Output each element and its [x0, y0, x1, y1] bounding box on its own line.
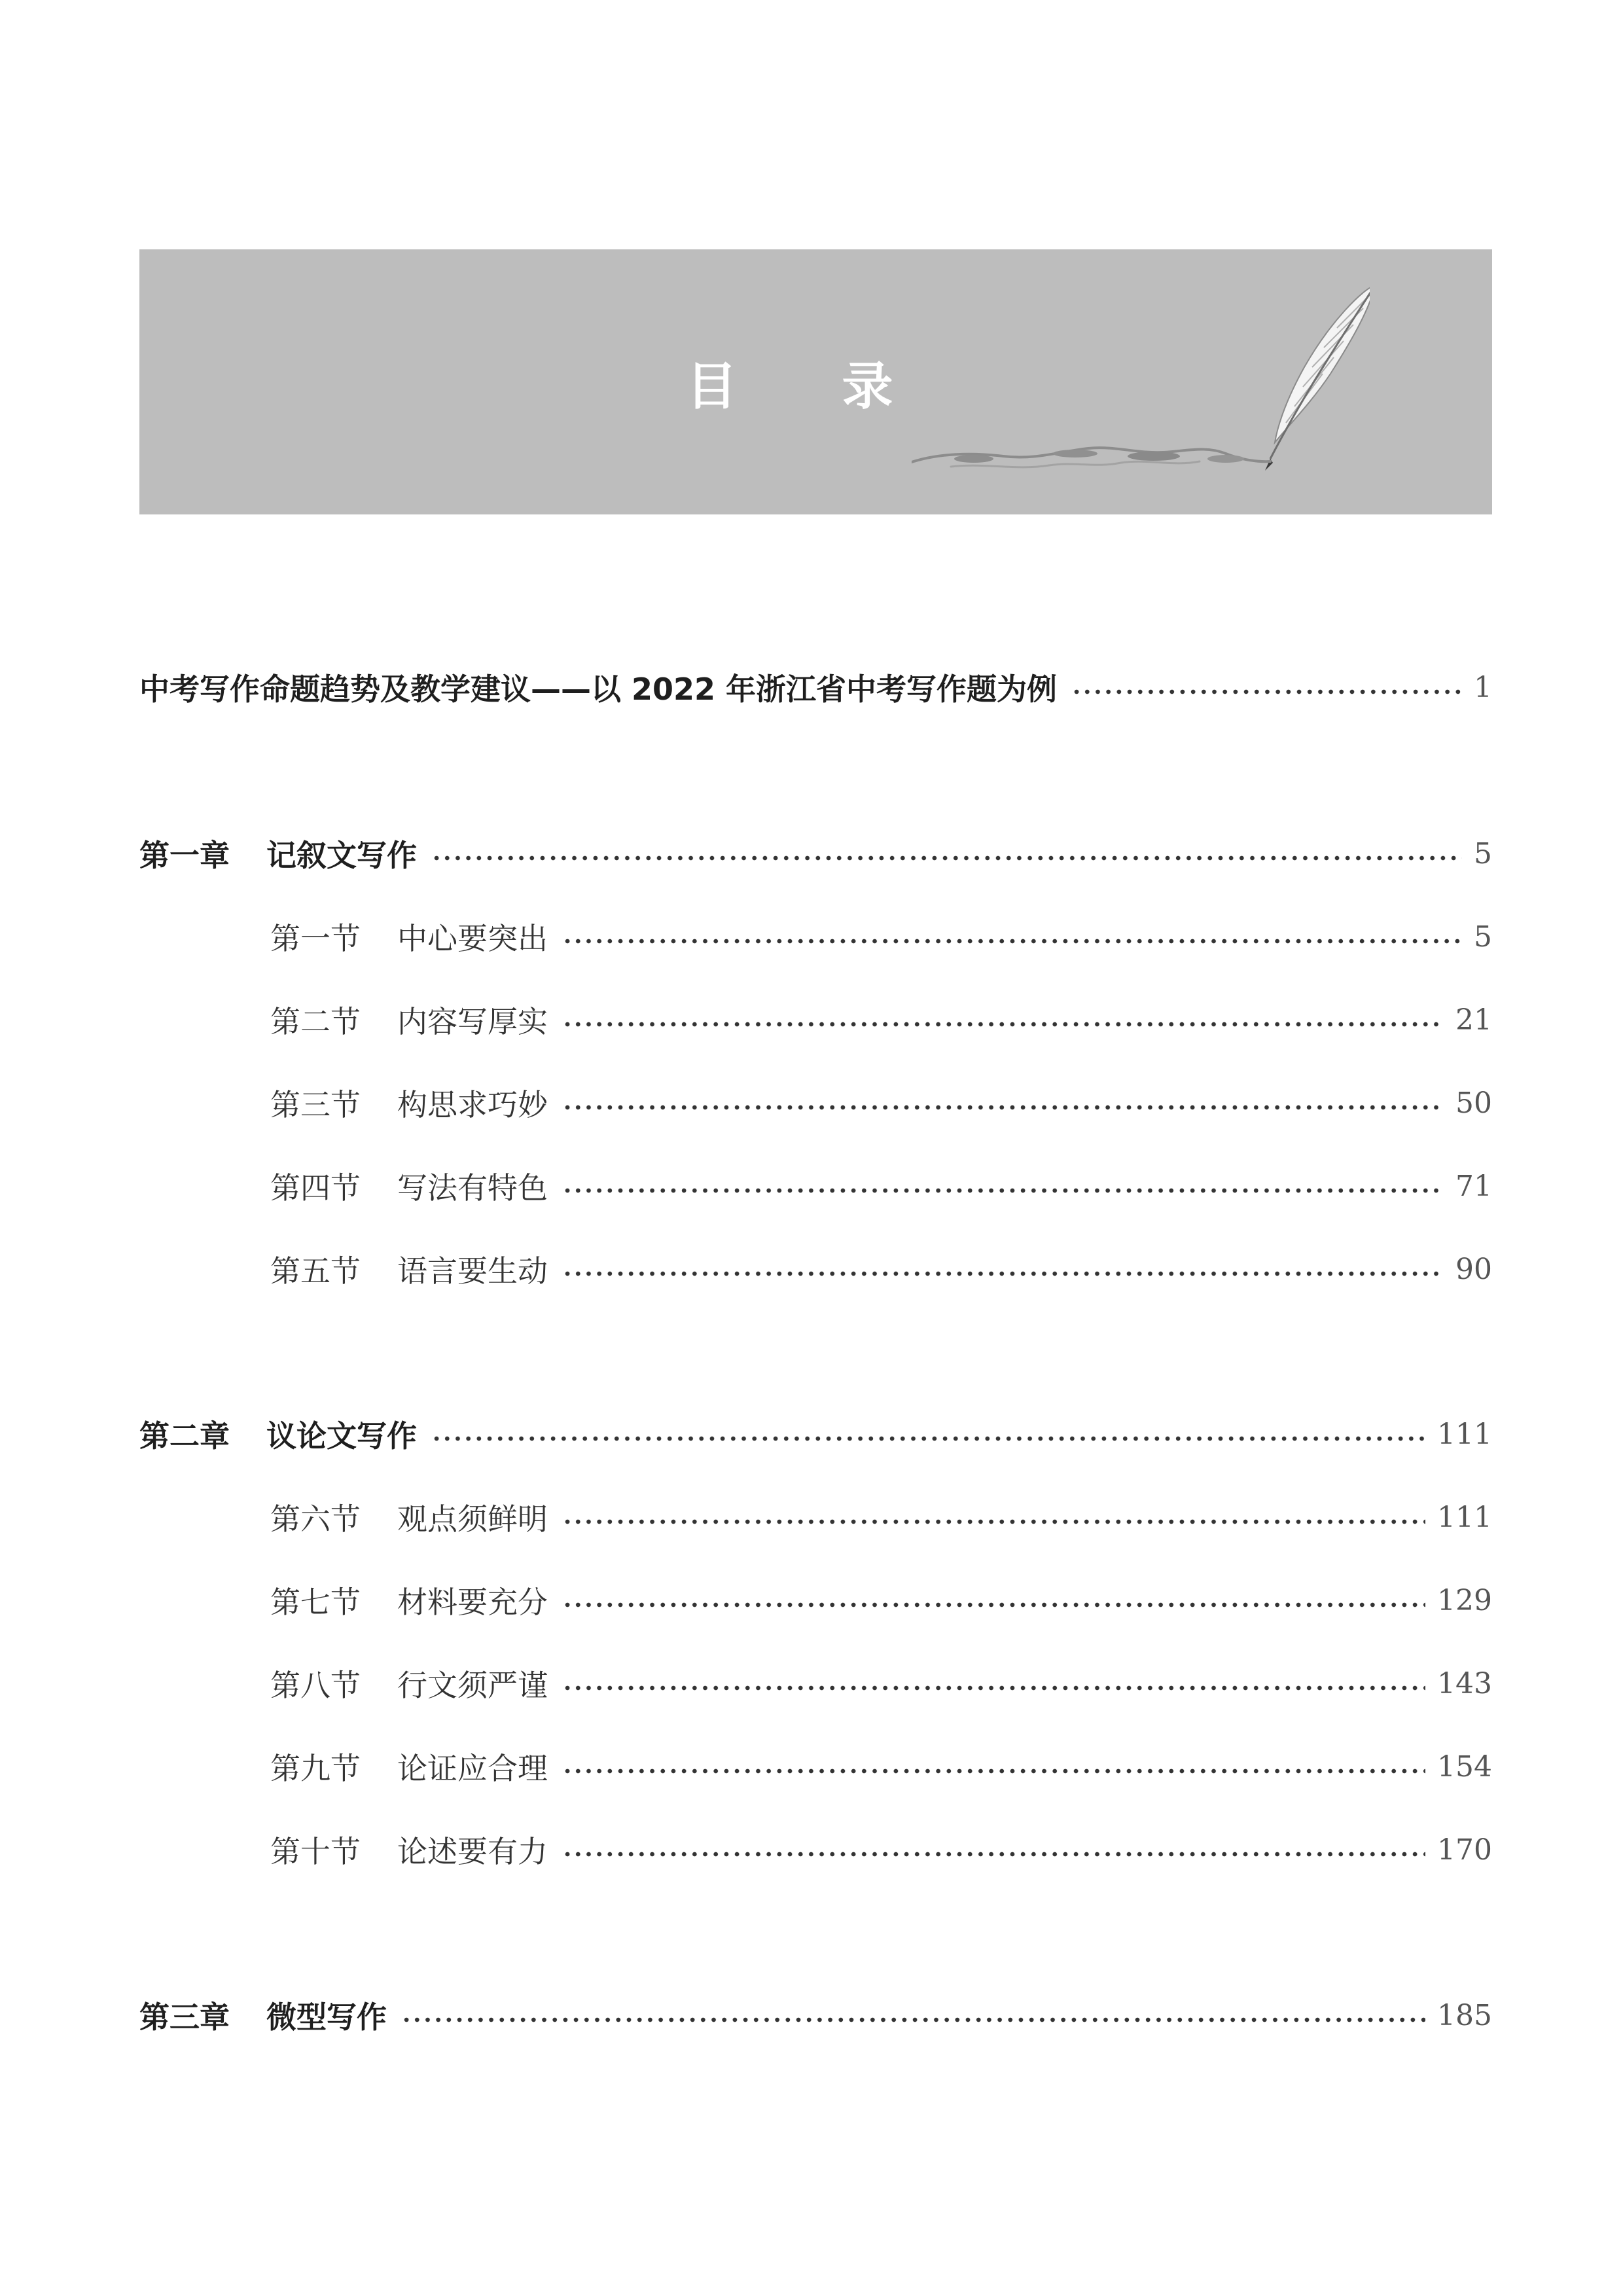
- toc-row-section-10[interactable]: [270, 1823, 1492, 1876]
- leader-dots: [562, 1518, 1425, 1526]
- section-title: 内容写厚实: [397, 1004, 548, 1039]
- section-label: 第九节: [270, 1751, 361, 1786]
- toc-page-number: 111: [1437, 1417, 1492, 1451]
- section-title: 论述要有力: [397, 1834, 548, 1869]
- section-title: 构思求巧妙: [397, 1087, 548, 1122]
- section-label: 第三节: [270, 1087, 361, 1122]
- page-title-char-2: 录: [842, 356, 893, 416]
- toc-page-number: 185: [1437, 1998, 1492, 2032]
- section-title: 行文须严谨: [397, 1668, 548, 1703]
- toc-page-number: 90: [1455, 1252, 1492, 1286]
- leader-dots: [562, 1270, 1444, 1278]
- toc-row-section-8[interactable]: [270, 1657, 1492, 1710]
- toc-page-number: 21: [1455, 1003, 1492, 1037]
- leader-dots: [562, 1684, 1425, 1692]
- chapter-label: 第二章: [139, 1418, 230, 1454]
- section-label: 第四节: [270, 1170, 361, 1206]
- chapter-label: 第一章: [139, 838, 230, 873]
- leader-dots: [562, 937, 1462, 945]
- toc-page-number: 1: [1474, 670, 1492, 704]
- chapter-title: 微型写作: [266, 2000, 387, 2035]
- leader-dots: [562, 1103, 1444, 1111]
- leader-dots: [401, 2016, 1425, 2024]
- toc-row-chapter-1[interactable]: [139, 827, 1492, 880]
- toc-row-chapter-2[interactable]: [139, 1408, 1492, 1460]
- section-title: 观点须鲜明: [397, 1501, 548, 1537]
- leader-dots: [562, 1020, 1444, 1028]
- toc-row-chapter-3[interactable]: [139, 1989, 1492, 2041]
- leader-dots: [431, 854, 1462, 862]
- toc-row-section-5[interactable]: [270, 1243, 1492, 1295]
- section-title: 中心要突出: [397, 921, 548, 956]
- leader-dots: [562, 1767, 1425, 1775]
- chapter-title: 记叙文写作: [266, 838, 417, 873]
- toc-row-section-4[interactable]: [270, 1160, 1492, 1212]
- toc-page-number: 71: [1455, 1169, 1492, 1203]
- section-label: 第八节: [270, 1668, 361, 1703]
- leader-dots: [431, 1435, 1425, 1443]
- toc-page-number: 5: [1474, 920, 1492, 954]
- toc-row-intro[interactable]: [139, 661, 1492, 713]
- toc-row-section-2[interactable]: [270, 994, 1492, 1046]
- toc-page-number: 111: [1437, 1500, 1492, 1534]
- toc-entry-title: 中考写作命题趋势及教学建议——以 2022 年浙江省中考写作题为例: [139, 672, 1058, 707]
- section-label: 第七节: [270, 1585, 361, 1620]
- section-title: 论证应合理: [397, 1751, 548, 1786]
- section-title: 写法有特色: [397, 1170, 548, 1206]
- leader-dots: [562, 1601, 1425, 1609]
- toc-row-section-3[interactable]: [270, 1077, 1492, 1129]
- toc-page-number: 143: [1437, 1666, 1492, 1700]
- toc-page-number: 129: [1437, 1583, 1492, 1617]
- toc-header-band: [139, 249, 1492, 514]
- quill-pen-icon: [912, 262, 1370, 498]
- toc-row-section-7[interactable]: [270, 1574, 1492, 1626]
- toc-page-number: 5: [1474, 836, 1492, 870]
- toc-row-section-1[interactable]: [270, 910, 1492, 963]
- leader-dots: [562, 1850, 1425, 1858]
- toc-page-number: 50: [1455, 1086, 1492, 1120]
- chapter-title: 议论文写作: [266, 1418, 417, 1454]
- section-label: 第一节: [270, 921, 361, 956]
- section-label: 第六节: [270, 1501, 361, 1537]
- page-title-char-1: 目: [686, 356, 738, 416]
- toc-page-number: 170: [1437, 1833, 1492, 1867]
- section-label: 第五节: [270, 1253, 361, 1289]
- section-label: 第二节: [270, 1004, 361, 1039]
- toc-page-number: 154: [1437, 1749, 1492, 1784]
- leader-dots: [562, 1187, 1444, 1194]
- section-label: 第十节: [270, 1834, 361, 1869]
- leader-dots: [1071, 688, 1462, 696]
- section-title: 材料要充分: [397, 1585, 548, 1620]
- toc-row-section-9[interactable]: [270, 1740, 1492, 1793]
- section-title: 语言要生动: [397, 1253, 548, 1289]
- chapter-label: 第三章: [139, 2000, 230, 2035]
- toc-row-section-6[interactable]: [270, 1491, 1492, 1543]
